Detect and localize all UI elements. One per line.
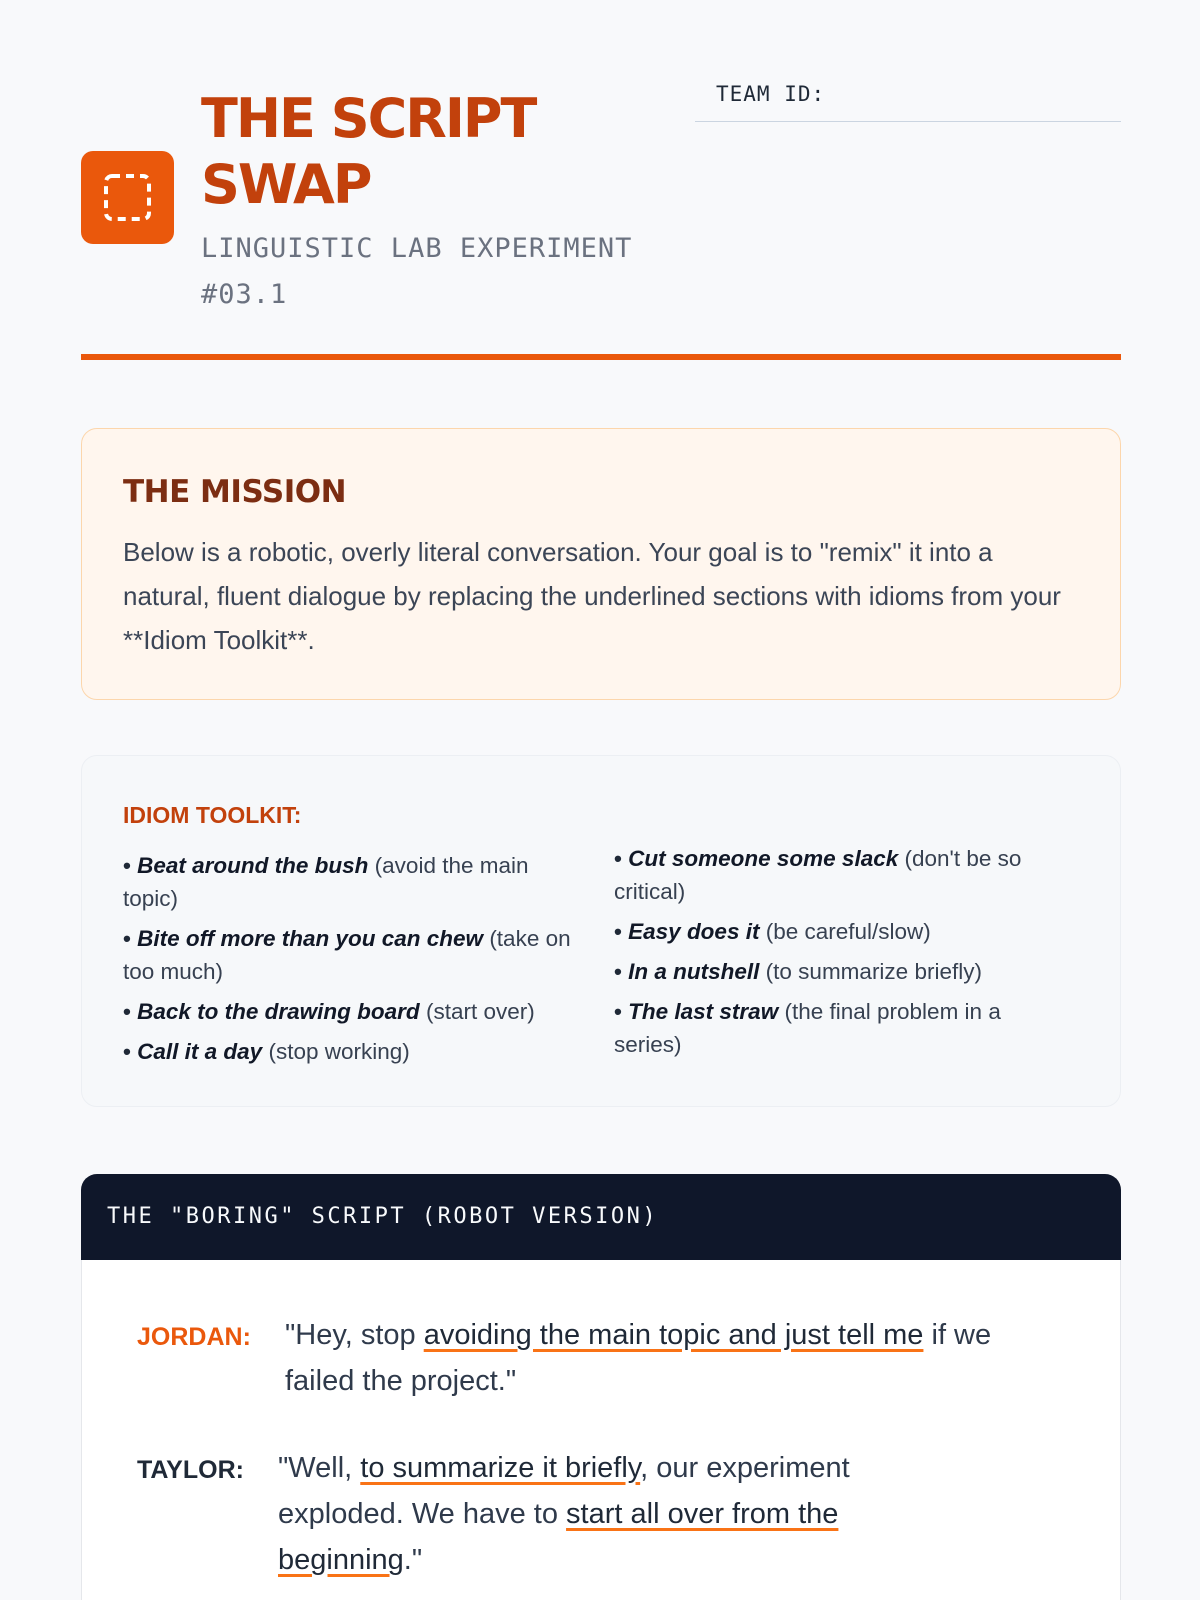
mission-text: Below is a robotic, overly literal conversation. Your goal is to "remix" it into a natural, fluent dialogue by replacing the underlined sections with idioms from your **Idiom Toolkit**. bbox=[123, 537, 1061, 655]
idiom-term: Call it a day bbox=[137, 1039, 263, 1064]
idiom-toolkit-card bbox=[81, 755, 1121, 1107]
toolkit-item: • Easy does it (be careful/slow) bbox=[614, 919, 931, 944]
idiom-meaning: (to summarize briefly) bbox=[765, 959, 982, 984]
toolkit-column-left bbox=[123, 849, 578, 1075]
idiom-term: Cut someone some slack bbox=[628, 846, 899, 871]
idiom-meaning: (the final problem in a series) bbox=[614, 999, 1001, 1057]
toolkit-item: • Back to the drawing board (start over) bbox=[123, 999, 535, 1024]
logo-badge bbox=[81, 151, 174, 244]
underlined-phrase[interactable]: start all over from the beginning bbox=[278, 1498, 839, 1576]
script-body bbox=[81, 1260, 1121, 1600]
speech-taylor bbox=[278, 1445, 978, 1583]
underlined-phrase[interactable]: to summarize it briefly bbox=[360, 1452, 641, 1484]
team-id-label: TEAM ID: bbox=[716, 82, 826, 106]
speech-jordan bbox=[285, 1312, 1045, 1404]
script-heading: THE "BORING" SCRIPT (ROBOT VERSION) bbox=[107, 1204, 659, 1229]
toolkit-item: • Bite off more than you can chew (take on too much) bbox=[123, 926, 571, 984]
header-divider bbox=[81, 354, 1121, 360]
toolkit-item: • Cut someone some slack (don't be so critical) bbox=[614, 846, 1022, 904]
title-line-1: THE SCRIPT bbox=[201, 87, 536, 150]
speech-text: "Well, bbox=[278, 1452, 361, 1484]
speech-text: if we failed the project." bbox=[285, 1319, 992, 1397]
idiom-term: The last straw bbox=[628, 999, 779, 1024]
idiom-meaning: (be careful/slow) bbox=[765, 919, 931, 944]
speaker-jordan: JORDAN: bbox=[137, 1323, 251, 1351]
script-header bbox=[81, 1174, 1121, 1260]
idiom-meaning: (start over) bbox=[425, 999, 535, 1024]
toolkit-heading: IDIOM TOOLKIT: bbox=[123, 802, 302, 828]
dashed-square-icon bbox=[102, 172, 153, 223]
toolkit-item: • Beat around the bush (avoid the main topic) bbox=[123, 853, 529, 911]
idiom-term: In a nutshell bbox=[628, 959, 760, 984]
mission-heading: THE MISSION bbox=[123, 474, 347, 510]
underlined-phrase[interactable]: avoiding the main topic and just tell me bbox=[423, 1319, 924, 1351]
toolkit-item: • Call it a day (stop working) bbox=[123, 1039, 410, 1064]
team-id-field[interactable] bbox=[695, 80, 1121, 122]
idiom-term: Back to the drawing board bbox=[137, 999, 420, 1024]
header bbox=[81, 80, 1121, 360]
page-subtitle: LINGUISTIC LAB EXPERIMENT #03.1 bbox=[201, 233, 633, 310]
toolkit-item: • The last straw (the final problem in a series) bbox=[614, 999, 1001, 1057]
title-line-2: SWAP bbox=[201, 153, 371, 216]
speech-text: , our experiment exploded. We have to bbox=[278, 1452, 850, 1530]
toolkit-column-right bbox=[614, 842, 1069, 1068]
idiom-meaning: (don't be so critical) bbox=[614, 846, 1022, 904]
mission-card bbox=[81, 428, 1121, 700]
speech-text: ." bbox=[403, 1544, 423, 1576]
speech-text: "Hey, stop bbox=[285, 1319, 424, 1351]
page-title bbox=[201, 86, 621, 218]
speaker-taylor: TAYLOR: bbox=[137, 1456, 244, 1484]
idiom-meaning: (stop working) bbox=[268, 1039, 410, 1064]
idiom-term: Beat around the bush bbox=[137, 853, 369, 878]
idiom-term: Bite off more than you can chew bbox=[137, 926, 484, 951]
idiom-term: Easy does it bbox=[628, 919, 760, 944]
idiom-meaning: (take on too much) bbox=[123, 926, 571, 984]
toolkit-item: • In a nutshell (to summarize briefly) bbox=[614, 959, 982, 984]
idiom-meaning: (avoid the main topic) bbox=[123, 853, 529, 911]
